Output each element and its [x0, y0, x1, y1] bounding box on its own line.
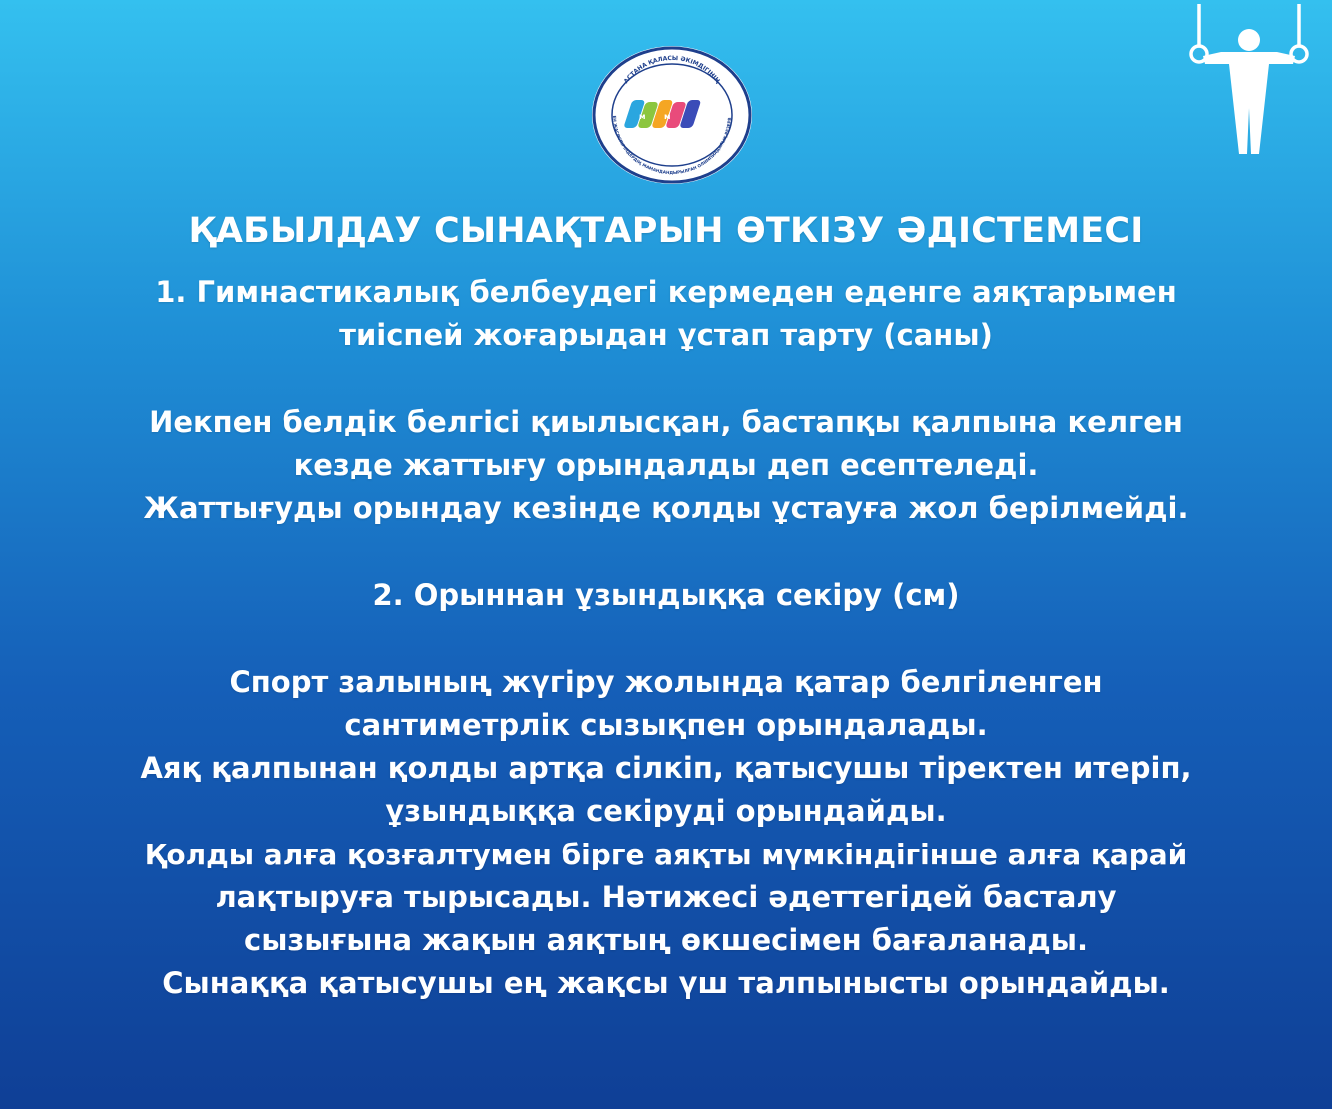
main-content — [0, 197, 1332, 1005]
section1-text-line1: Иекпен белдік белгісі қиылысқан, бастапқы қалпына келген — [149, 405, 1183, 439]
emblem-ring-text-top: АСТАНА ҚАЛАСЫ ӘКІМДІГІНІҢ — [622, 54, 722, 85]
section2-text-line7: сызығына жақын аяқтың өкшесімен бағаланады. — [244, 923, 1088, 957]
svg-text:ᴍ: ᴍ — [664, 112, 671, 121]
gymnast-on-rings-icon — [1181, 4, 1317, 158]
section1-text-line3: Жаттығуды орындау кезінде қолды ұстауға жол берілмейді. — [143, 491, 1189, 525]
section1-heading-line2: тиіспей жоғарыдан ұстап тарту (саны) — [339, 318, 993, 352]
section2-text-line2: сантиметрлік сызықпен орындалады. — [344, 708, 988, 742]
spacer — [0, 617, 1332, 661]
svg-text:ᴍ: ᴍ — [639, 112, 646, 121]
section2-heading: 2. Орыннан ұзындыққа секіру (см) — [372, 578, 960, 612]
spacer — [0, 357, 1332, 401]
section2-text-line6: лақтыруға тырысады. Нәтижесі әдеттегідей басталу — [215, 880, 1117, 914]
section2-text-line3: Аяқ қалпынан қолды артқа сілкіп, қатысушы тіректен итеріп, — [140, 751, 1192, 785]
section2-text-line1: Спорт залының жүгіру жолында қатар белгіленген — [229, 665, 1103, 699]
section1-heading-line1: 1. Гимнастикалық белбеудегі кермеден еденге аяқтарымен — [155, 275, 1177, 309]
emblem-ring-text-bottom: ЕН ЖАСӨСПІРІМДЕРДІҢ МАМАНДАНДЫРЫЛҒАН ОЛИМПИАДАЛЫҚ РЕЗЕРВ — [611, 115, 732, 176]
school-emblem-icon — [589, 44, 755, 186]
page-title: ҚАБЫЛДАУ СЫНАҚТАРЫН ӨТКІЗУ ӘДІСТЕМЕСІ — [188, 211, 1144, 251]
spacer — [0, 530, 1332, 574]
section2-text-line4: ұзындыққа секіруді орындайды. — [385, 794, 947, 828]
section2-text-line8: Сынаққа қатысушы ең жақсы үш талпынысты орындайды. — [162, 966, 1170, 1000]
section1-text-line2: кезде жаттығу орындалды деп есептеледі. — [293, 448, 1039, 482]
section2-text-line5: Қолды алға қозғалтумен бірге аяқты мүмкіндігінше алға қарай — [144, 838, 1188, 871]
